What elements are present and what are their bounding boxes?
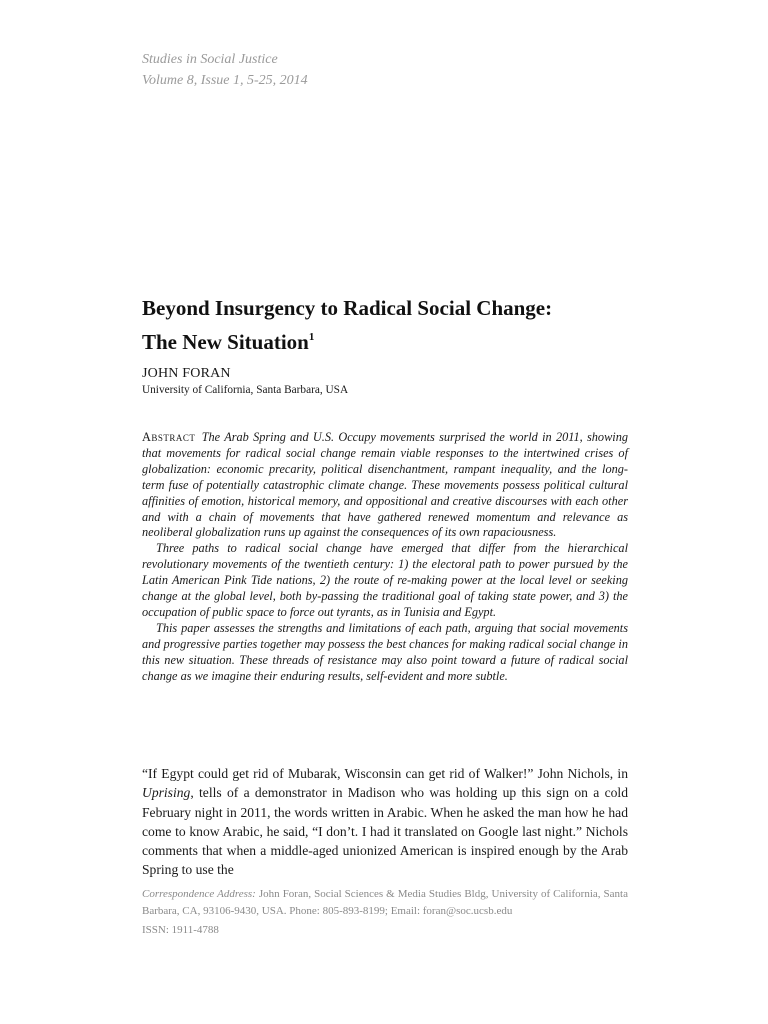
body-paragraph — [142, 764, 628, 880]
title-line-2 — [142, 323, 642, 357]
article-title — [142, 294, 642, 357]
correspondence-text: John Foran, Social Sciences & Media Studies Bldg, University of California, Santa Barbara, CA, 93106-9430, USA. Phone: 805-893-8199; Email: foran@soc.ucsb.edu — [142, 888, 628, 917]
body-text-segment: , tells of a demonstrator in Madison who was holding up this sign on a cold February night in 2011, the words written in Arabic. When he asked the man how he had come to know Arabic, he said, “I don’t. I had it translated on Google last night.” Nichols comments that when a middle-aged unionized American is inspired enough by the Arab Spring to use the — [142, 785, 628, 878]
journal-header — [142, 49, 308, 91]
author-affiliation: University of California, Santa Barbara, USA — [142, 384, 349, 396]
title-line-1: Beyond Insurgency to Radical Social Change: — [142, 296, 553, 320]
abstract-paragraph: This paper assesses the strengths and limitations of each path, arguing that social movements and progressive parties together may possess the best chances for making radical social change in this new situation. These threads of resistance may also point toward a future of radical social change as we imagine their enduring results, self-evident and more subtle. — [142, 620, 628, 683]
body-text — [142, 764, 628, 880]
journal-name: Studies in Social Justice — [142, 52, 278, 67]
issn: ISSN: 1911-4788 — [142, 924, 219, 936]
body-text-segment: “If Egypt could get rid of Mubarak, Wisconsin can get rid of Walker!” John Nichols, in — [142, 766, 628, 781]
journal-volume: Volume 8, Issue 1, 5-25, 2014 — [142, 73, 308, 88]
abstract-label: Abstract — [142, 430, 196, 444]
book-title: Uprising — [142, 785, 191, 801]
abstract-paragraph-text: The Arab Spring and U.S. Occupy movements surprised the world in 2011, showing that movements for radical social change remain viable responses to the intertwined crises of globalization: economic precarity, political disenchantment, rampant inequality, and the long-term fuse of potentially catastrophic climate change. These movements possess political cultural affinities of emotion, historical memory, and oppositional and creative discourses with each other and with a chain of movements that have gathered renewed momentum and relevance as neoliberal globalization runs up against the consequences of its own rapaciousness. — [142, 430, 628, 540]
abstract-paragraph — [142, 430, 628, 541]
correspondence-address — [142, 886, 628, 919]
abstract — [142, 430, 628, 685]
author-name: JOHN FORAN — [142, 366, 231, 381]
correspondence-label: Correspondence Address: — [142, 888, 256, 900]
title-line-2-text: The New Situation — [142, 330, 309, 354]
abstract-paragraph: Three paths to radical social change have emerged that differ from the hierarchical revolutionary movements of the twentieth century: 1) the electoral path to power pursued by the Latin American Pink Tide nations, 2) the route of re-making power at the local level or seeking change at the global level, both by-passing the traditional goal of taking state power, and 3) the occupation of public space to force out tyrants, as in Tunisia and Egypt. — [142, 541, 628, 619]
title-footnote-mark[interactable]: 1 — [308, 331, 315, 343]
article-page — [142, 0, 628, 1024]
